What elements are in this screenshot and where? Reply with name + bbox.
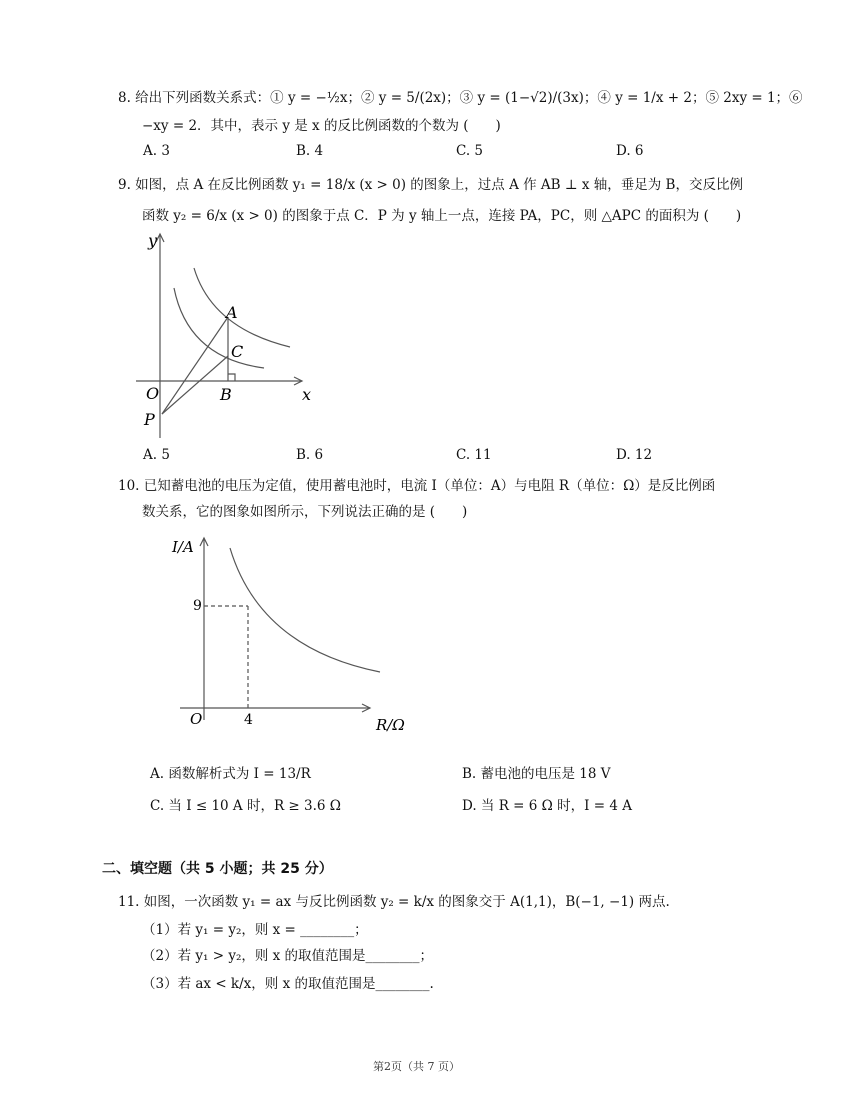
q10-option-a: A. 函数解析式为 I = 13/R [150, 766, 311, 782]
q8-line2: −xy = 2．其中，表示 y 是 x 的反比例函数的个数为 ( ) [142, 118, 501, 134]
q9-label-c: C [231, 342, 244, 361]
q9-option-c: C. 11 [456, 447, 492, 463]
q9-segment-pa [162, 317, 228, 414]
q10-option-c: C. 当 I ≤ 10 A 时，R ≥ 3.6 Ω [150, 798, 341, 814]
q9-curve-y1 [194, 268, 290, 347]
q8-line1: 8. 给出下列函数关系式：① y = −½x；② y = 5/(2x)；③ y = (1−√2)/(3x)；④ y = 1/x + 2；⑤ 2xy = 1；⑥ [118, 90, 803, 106]
q11-part-2: （2）若 y₁ > y₂，则 x 的取值范围是________； [142, 948, 434, 964]
q9-option-a: A. 5 [143, 447, 170, 463]
q9-line2: 函数 y₂ = 6/x (x > 0) 的图象于点 C．P 为 y 轴上一点，连接 PA，PC，则 △APC 的面积为 ( ) [142, 208, 742, 224]
q9-label-b: B [220, 385, 232, 404]
q9-right-angle [228, 374, 235, 381]
q10-tick-9: 9 [193, 598, 202, 614]
q10-label-x: R/Ω [376, 716, 405, 734]
q10-option-b: B. 蓄电池的电压是 18 V [462, 766, 611, 782]
q10-figure [160, 528, 410, 738]
q10-line2: 数关系，它的图象如图所示，下列说法正确的是 ( ) [142, 504, 468, 520]
q10-option-d: D. 当 R = 6 Ω 时，I = 4 A [462, 798, 632, 814]
q9-label-p: P [144, 410, 155, 429]
q10-label-y: I/A [172, 538, 194, 556]
q9-figure [128, 228, 328, 443]
q8-option-b: B. 4 [296, 143, 324, 159]
q10-tick-4: 4 [244, 712, 253, 728]
q11-stem: 11. 如图，一次函数 y₁ = ax 与反比例函数 y₂ = k/x 的图象交于 A(1,1)，B(−1, −1) 两点. [118, 894, 670, 910]
q9-line1: 9. 如图，点 A 在反比例函数 y₁ = 18/x (x > 0) 的图象上，过点 A 作 AB ⊥ x 轴，垂足为 B，交反比例 [118, 177, 743, 193]
q9-label-x: x [302, 385, 312, 404]
q9-label-o: O [146, 384, 160, 403]
q10-label-o: O [190, 710, 203, 728]
q10-curve [230, 548, 380, 672]
q10-line1: 10. 已知蓄电池的电压为定值，使用蓄电池时，电流 I（单位：A）与电阻 R（单位：Ω）是反比例函 [118, 478, 716, 494]
q11-part-3: （3）若 ax < k/x，则 x 的取值范围是________. [142, 976, 434, 992]
q8-option-d: D. 6 [616, 143, 644, 159]
page-number: 第2页（共 7 页） [373, 1060, 460, 1073]
q9-option-b: B. 6 [296, 447, 324, 463]
q8-option-a: A. 3 [143, 143, 170, 159]
q9-label-a: A [226, 303, 238, 322]
q9-curve-y2 [174, 288, 264, 368]
section2-title: 二、填空题（共 5 小题；共 25 分） [102, 861, 333, 877]
q8-option-c: C. 5 [456, 143, 484, 159]
q11-part-1: （1）若 y₁ = y₂，则 x = ________； [142, 922, 368, 938]
q9-option-d: D. 12 [616, 447, 653, 463]
q9-label-y: y [148, 231, 158, 250]
